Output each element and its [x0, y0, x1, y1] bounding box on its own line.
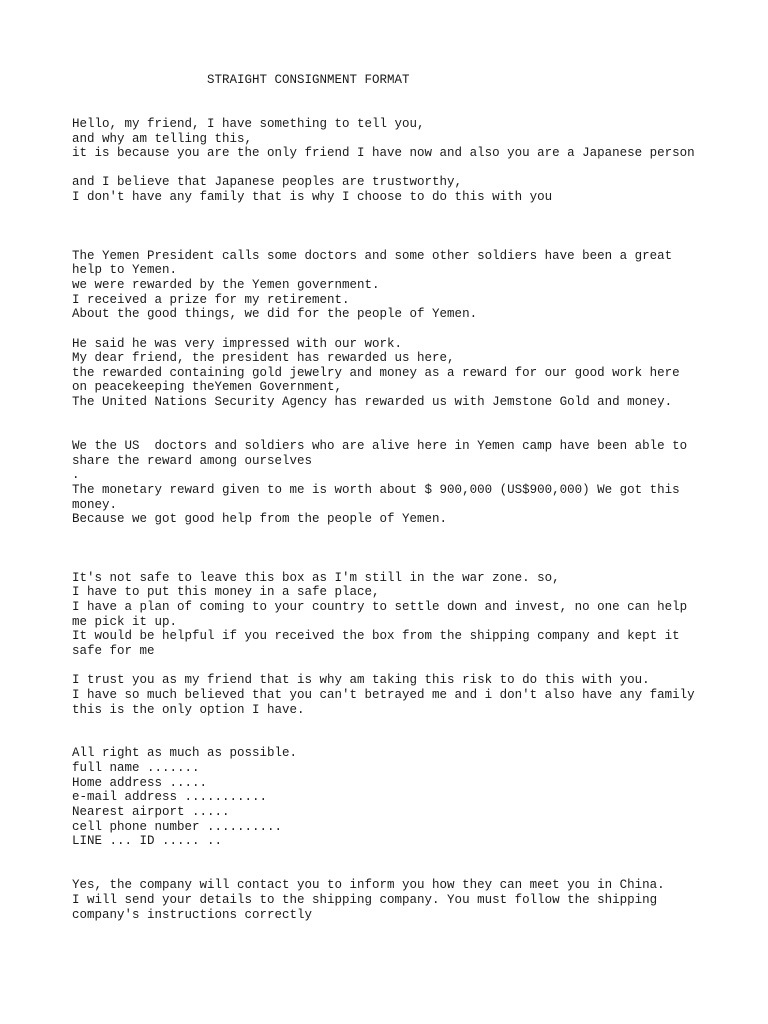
document-line: safe for me: [72, 643, 155, 658]
document-line: LINE ... ID ..... ..: [72, 834, 223, 849]
document-line: [72, 849, 732, 864]
document-line: and I believe that Japanese peoples are trustworthy,: [72, 175, 463, 190]
document-line: full name .......: [72, 761, 200, 776]
document-line: [72, 527, 732, 542]
document-line: we were rewarded by the Yemen government.: [72, 277, 380, 292]
document-line: Hello, my friend, I have something to tell you,: [72, 116, 425, 131]
document-line: My dear friend, the president has rewarded us here,: [72, 351, 455, 366]
document-line: share the reward among ourselves: [72, 453, 313, 468]
document-line: [72, 219, 732, 234]
document-line: [72, 542, 732, 557]
document-line: I don't have any family that is why I choose to do this with you: [72, 190, 553, 205]
document-line: this is the only option I have.: [72, 702, 305, 717]
document-line: I have a plan of coming to your country to settle down and invest, no one can help: [72, 600, 688, 615]
document-line: It's not safe to leave this box as I'm still in the war zone. so,: [72, 570, 560, 585]
document-line: I trust you as my friend that is why am taking this risk to do this with you.: [72, 673, 650, 688]
document-line: and why am telling this,: [72, 131, 253, 146]
document-line: money.: [72, 497, 118, 512]
document-line: .: [72, 468, 80, 483]
document-line: me pick it up.: [72, 614, 178, 629]
document-line: help to Yemen.: [72, 263, 178, 278]
document-line: He said he was very impressed with our work.: [72, 336, 403, 351]
document-line: on peacekeeping theYemen Government,: [72, 380, 343, 395]
document-line: company's instructions correctly: [72, 907, 313, 922]
document-line: [72, 732, 732, 747]
document-line: It would be helpful if you received the box from the shipping company and kept it: [72, 629, 680, 644]
document-line: [72, 102, 732, 117]
document-line: [72, 322, 732, 337]
document-line: [72, 234, 732, 249]
document-line: [72, 659, 732, 674]
document-line: [72, 410, 732, 425]
document-line: it is because you are the only friend I have now and also you are a Japanese person: [72, 146, 695, 161]
document-line: About the good things, we did for the people of Yemen.: [72, 307, 478, 322]
document-line: Home address .....: [72, 775, 208, 790]
document-line: We the US doctors and soldiers who are alive here in Yemen camp have been able to: [72, 439, 688, 454]
document-line: Nearest airport .....: [72, 805, 230, 820]
document-line: [72, 717, 732, 732]
document-line: I will send your details to the shipping company. You must follow the shipping: [72, 892, 658, 907]
document-line: [72, 864, 732, 879]
document-line: [72, 556, 732, 571]
document-line: Because we got good help from the people of Yemen.: [72, 512, 448, 527]
document-line: The Yemen President calls some doctors and some other soldiers have been a great: [72, 248, 673, 263]
document-line: [72, 88, 732, 103]
document-line: All right as much as possible.: [72, 746, 298, 761]
document-line: [72, 424, 732, 439]
document-line: I received a prize for my retirement.: [72, 292, 350, 307]
document-line: I have so much believed that you can't betrayed me and i don't also have any family: [72, 687, 695, 702]
document-body: [72, 73, 732, 922]
document-line: [72, 161, 732, 176]
document-line: Yes, the company will contact you to inform you how they can meet you in China.: [72, 878, 665, 893]
document-line: The United Nations Security Agency has rewarded us with Jemstone Gold and money.: [72, 395, 673, 410]
document-title: STRAIGHT CONSIGNMENT FORMAT: [72, 73, 410, 87]
document-line: the rewarded containing gold jewelry and money as a reward for our good work here: [72, 365, 680, 380]
document-line: [72, 205, 732, 220]
document-line: e-mail address ...........: [72, 790, 268, 805]
document-line: I have to put this money in a safe place,: [72, 585, 380, 600]
document-line: cell phone number ..........: [72, 819, 283, 834]
document-line: The monetary reward given to me is worth about $ 900,000 (US$900,000) We got this: [72, 482, 680, 497]
